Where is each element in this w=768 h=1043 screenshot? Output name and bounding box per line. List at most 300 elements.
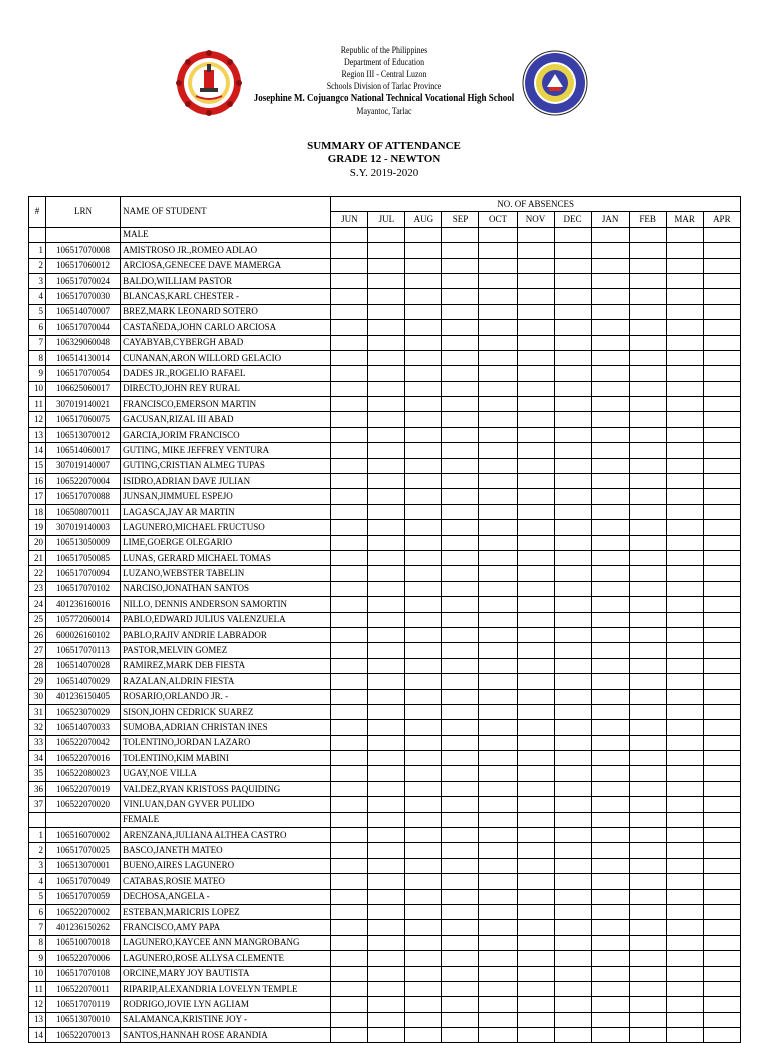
absence-cell[interactable] [703, 951, 740, 966]
absence-cell[interactable] [629, 874, 666, 889]
absence-cell[interactable] [591, 273, 629, 288]
absence-cell[interactable] [479, 566, 517, 581]
absence-cell[interactable] [591, 904, 629, 919]
absence-cell[interactable] [629, 427, 666, 442]
absence-cell[interactable] [554, 689, 591, 704]
absence-cell[interactable] [666, 658, 703, 673]
absence-cell[interactable] [591, 397, 629, 412]
absence-cell[interactable] [554, 258, 591, 273]
absence-cell[interactable] [405, 397, 442, 412]
absence-cell[interactable] [703, 474, 740, 489]
absence-cell[interactable] [479, 766, 517, 781]
absence-cell[interactable] [517, 566, 554, 581]
absence-cell[interactable] [368, 550, 405, 565]
absence-cell[interactable] [666, 504, 703, 519]
absence-cell[interactable] [629, 335, 666, 350]
absence-cell[interactable] [703, 273, 740, 288]
absence-cell[interactable] [703, 566, 740, 581]
absence-cell[interactable] [517, 874, 554, 889]
absence-cell[interactable] [368, 828, 405, 843]
absence-cell[interactable] [629, 858, 666, 873]
absence-cell[interactable] [629, 581, 666, 596]
absence-cell[interactable] [405, 704, 442, 719]
absence-cell[interactable] [517, 766, 554, 781]
absence-cell[interactable] [368, 720, 405, 735]
absence-cell[interactable] [629, 920, 666, 935]
absence-cell[interactable] [331, 781, 368, 796]
absence-cell[interactable] [517, 1028, 554, 1043]
absence-cell[interactable] [666, 1012, 703, 1027]
absence-cell[interactable] [479, 966, 517, 981]
absence-cell[interactable] [479, 904, 517, 919]
absence-cell[interactable] [479, 597, 517, 612]
absence-cell[interactable] [517, 612, 554, 627]
absence-cell[interactable] [703, 858, 740, 873]
absence-cell[interactable] [442, 397, 479, 412]
absence-cell[interactable] [554, 904, 591, 919]
absence-cell[interactable] [629, 966, 666, 981]
absence-cell[interactable] [666, 566, 703, 581]
absence-cell[interactable] [442, 504, 479, 519]
absence-cell[interactable] [517, 581, 554, 596]
absence-cell[interactable] [405, 828, 442, 843]
absence-cell[interactable] [591, 550, 629, 565]
absence-cell[interactable] [442, 474, 479, 489]
absence-cell[interactable] [405, 658, 442, 673]
absence-cell[interactable] [517, 828, 554, 843]
absence-cell[interactable] [629, 320, 666, 335]
absence-cell[interactable] [405, 612, 442, 627]
absence-cell[interactable] [331, 535, 368, 550]
absence-cell[interactable] [703, 597, 740, 612]
absence-cell[interactable] [442, 443, 479, 458]
absence-cell[interactable] [554, 674, 591, 689]
absence-cell[interactable] [554, 735, 591, 750]
absence-cell[interactable] [666, 766, 703, 781]
absence-cell[interactable] [405, 674, 442, 689]
absence-cell[interactable] [442, 781, 479, 796]
absence-cell[interactable] [331, 397, 368, 412]
absence-cell[interactable] [405, 520, 442, 535]
absence-cell[interactable] [442, 951, 479, 966]
absence-cell[interactable] [405, 781, 442, 796]
absence-cell[interactable] [591, 366, 629, 381]
absence-cell[interactable] [442, 627, 479, 642]
absence-cell[interactable] [517, 550, 554, 565]
absence-cell[interactable] [368, 781, 405, 796]
absence-cell[interactable] [591, 581, 629, 596]
absence-cell[interactable] [442, 412, 479, 427]
absence-cell[interactable] [703, 674, 740, 689]
absence-cell[interactable] [331, 458, 368, 473]
absence-cell[interactable] [703, 258, 740, 273]
absence-cell[interactable] [331, 966, 368, 981]
absence-cell[interactable] [666, 627, 703, 642]
absence-cell[interactable] [629, 520, 666, 535]
absence-cell[interactable] [629, 258, 666, 273]
absence-cell[interactable] [442, 597, 479, 612]
absence-cell[interactable] [331, 566, 368, 581]
absence-cell[interactable] [591, 689, 629, 704]
absence-cell[interactable] [591, 535, 629, 550]
absence-cell[interactable] [666, 735, 703, 750]
absence-cell[interactable] [405, 858, 442, 873]
absence-cell[interactable] [442, 674, 479, 689]
absence-cell[interactable] [368, 412, 405, 427]
absence-cell[interactable] [479, 458, 517, 473]
absence-cell[interactable] [368, 797, 405, 812]
absence-cell[interactable] [331, 289, 368, 304]
absence-cell[interactable] [703, 904, 740, 919]
absence-cell[interactable] [591, 981, 629, 996]
absence-cell[interactable] [368, 735, 405, 750]
absence-cell[interactable] [591, 858, 629, 873]
absence-cell[interactable] [666, 335, 703, 350]
absence-cell[interactable] [442, 997, 479, 1012]
absence-cell[interactable] [554, 1012, 591, 1027]
absence-cell[interactable] [517, 935, 554, 950]
absence-cell[interactable] [703, 366, 740, 381]
absence-cell[interactable] [442, 520, 479, 535]
absence-cell[interactable] [331, 597, 368, 612]
absence-cell[interactable] [591, 474, 629, 489]
absence-cell[interactable] [368, 320, 405, 335]
absence-cell[interactable] [405, 751, 442, 766]
absence-cell[interactable] [703, 304, 740, 319]
absence-cell[interactable] [368, 935, 405, 950]
absence-cell[interactable] [479, 304, 517, 319]
absence-cell[interactable] [666, 858, 703, 873]
absence-cell[interactable] [703, 412, 740, 427]
absence-cell[interactable] [629, 658, 666, 673]
absence-cell[interactable] [405, 350, 442, 365]
absence-cell[interactable] [479, 397, 517, 412]
absence-cell[interactable] [591, 520, 629, 535]
absence-cell[interactable] [666, 597, 703, 612]
absence-cell[interactable] [442, 966, 479, 981]
absence-cell[interactable] [666, 320, 703, 335]
absence-cell[interactable] [591, 597, 629, 612]
absence-cell[interactable] [331, 643, 368, 658]
absence-cell[interactable] [554, 997, 591, 1012]
absence-cell[interactable] [666, 227, 703, 242]
absence-cell[interactable] [331, 1028, 368, 1043]
absence-cell[interactable] [442, 981, 479, 996]
absence-cell[interactable] [517, 458, 554, 473]
absence-cell[interactable] [703, 704, 740, 719]
absence-cell[interactable] [331, 812, 368, 827]
absence-cell[interactable] [479, 412, 517, 427]
absence-cell[interactable] [554, 935, 591, 950]
absence-cell[interactable] [517, 951, 554, 966]
absence-cell[interactable] [591, 458, 629, 473]
absence-cell[interactable] [554, 474, 591, 489]
absence-cell[interactable] [368, 227, 405, 242]
absence-cell[interactable] [479, 243, 517, 258]
absence-cell[interactable] [629, 643, 666, 658]
absence-cell[interactable] [405, 812, 442, 827]
absence-cell[interactable] [368, 597, 405, 612]
absence-cell[interactable] [629, 1028, 666, 1043]
absence-cell[interactable] [368, 258, 405, 273]
absence-cell[interactable] [368, 535, 405, 550]
absence-cell[interactable] [331, 366, 368, 381]
absence-cell[interactable] [479, 612, 517, 627]
absence-cell[interactable] [368, 858, 405, 873]
absence-cell[interactable] [331, 935, 368, 950]
absence-cell[interactable] [703, 643, 740, 658]
absence-cell[interactable] [554, 828, 591, 843]
absence-cell[interactable] [629, 951, 666, 966]
absence-cell[interactable] [666, 966, 703, 981]
absence-cell[interactable] [368, 289, 405, 304]
absence-cell[interactable] [629, 227, 666, 242]
absence-cell[interactable] [703, 289, 740, 304]
absence-cell[interactable] [629, 289, 666, 304]
absence-cell[interactable] [591, 812, 629, 827]
absence-cell[interactable] [405, 335, 442, 350]
absence-cell[interactable] [442, 797, 479, 812]
absence-cell[interactable] [517, 920, 554, 935]
absence-cell[interactable] [517, 304, 554, 319]
absence-cell[interactable] [629, 981, 666, 996]
absence-cell[interactable] [666, 258, 703, 273]
absence-cell[interactable] [591, 920, 629, 935]
absence-cell[interactable] [703, 443, 740, 458]
absence-cell[interactable] [703, 781, 740, 796]
absence-cell[interactable] [331, 704, 368, 719]
absence-cell[interactable] [591, 735, 629, 750]
absence-cell[interactable] [554, 704, 591, 719]
absence-cell[interactable] [442, 766, 479, 781]
absence-cell[interactable] [666, 997, 703, 1012]
absence-cell[interactable] [703, 658, 740, 673]
absence-cell[interactable] [368, 458, 405, 473]
absence-cell[interactable] [405, 966, 442, 981]
absence-cell[interactable] [591, 658, 629, 673]
absence-cell[interactable] [479, 489, 517, 504]
absence-cell[interactable] [517, 504, 554, 519]
absence-cell[interactable] [331, 412, 368, 427]
absence-cell[interactable] [629, 812, 666, 827]
absence-cell[interactable] [703, 828, 740, 843]
absence-cell[interactable] [368, 812, 405, 827]
absence-cell[interactable] [368, 1028, 405, 1043]
absence-cell[interactable] [368, 397, 405, 412]
absence-cell[interactable] [703, 243, 740, 258]
absence-cell[interactable] [368, 304, 405, 319]
absence-cell[interactable] [442, 350, 479, 365]
absence-cell[interactable] [405, 273, 442, 288]
absence-cell[interactable] [666, 443, 703, 458]
absence-cell[interactable] [442, 843, 479, 858]
absence-cell[interactable] [554, 381, 591, 396]
absence-cell[interactable] [368, 951, 405, 966]
absence-cell[interactable] [442, 935, 479, 950]
absence-cell[interactable] [591, 781, 629, 796]
absence-cell[interactable] [331, 427, 368, 442]
absence-cell[interactable] [331, 843, 368, 858]
absence-cell[interactable] [591, 412, 629, 427]
absence-cell[interactable] [703, 920, 740, 935]
absence-cell[interactable] [368, 566, 405, 581]
absence-cell[interactable] [629, 781, 666, 796]
absence-cell[interactable] [517, 751, 554, 766]
absence-cell[interactable] [479, 504, 517, 519]
absence-cell[interactable] [629, 366, 666, 381]
absence-cell[interactable] [442, 658, 479, 673]
absence-cell[interactable] [591, 289, 629, 304]
absence-cell[interactable] [368, 920, 405, 935]
absence-cell[interactable] [331, 273, 368, 288]
absence-cell[interactable] [331, 951, 368, 966]
absence-cell[interactable] [405, 581, 442, 596]
absence-cell[interactable] [368, 704, 405, 719]
absence-cell[interactable] [703, 997, 740, 1012]
absence-cell[interactable] [479, 320, 517, 335]
absence-cell[interactable] [591, 335, 629, 350]
absence-cell[interactable] [479, 781, 517, 796]
absence-cell[interactable] [517, 781, 554, 796]
absence-cell[interactable] [591, 304, 629, 319]
absence-cell[interactable] [479, 643, 517, 658]
absence-cell[interactable] [517, 520, 554, 535]
absence-cell[interactable] [479, 674, 517, 689]
absence-cell[interactable] [368, 751, 405, 766]
absence-cell[interactable] [479, 535, 517, 550]
absence-cell[interactable] [331, 904, 368, 919]
absence-cell[interactable] [405, 689, 442, 704]
absence-cell[interactable] [479, 689, 517, 704]
absence-cell[interactable] [442, 1012, 479, 1027]
absence-cell[interactable] [554, 443, 591, 458]
absence-cell[interactable] [331, 874, 368, 889]
absence-cell[interactable] [442, 643, 479, 658]
absence-cell[interactable] [405, 904, 442, 919]
absence-cell[interactable] [331, 474, 368, 489]
absence-cell[interactable] [331, 797, 368, 812]
absence-cell[interactable] [331, 381, 368, 396]
absence-cell[interactable] [517, 381, 554, 396]
absence-cell[interactable] [405, 489, 442, 504]
absence-cell[interactable] [368, 427, 405, 442]
absence-cell[interactable] [666, 935, 703, 950]
absence-cell[interactable] [479, 520, 517, 535]
absence-cell[interactable] [554, 412, 591, 427]
absence-cell[interactable] [405, 381, 442, 396]
absence-cell[interactable] [554, 550, 591, 565]
absence-cell[interactable] [442, 920, 479, 935]
absence-cell[interactable] [368, 766, 405, 781]
absence-cell[interactable] [405, 720, 442, 735]
absence-cell[interactable] [591, 350, 629, 365]
absence-cell[interactable] [405, 797, 442, 812]
absence-cell[interactable] [703, 766, 740, 781]
absence-cell[interactable] [517, 1012, 554, 1027]
absence-cell[interactable] [517, 889, 554, 904]
absence-cell[interactable] [591, 243, 629, 258]
absence-cell[interactable] [666, 366, 703, 381]
absence-cell[interactable] [405, 981, 442, 996]
absence-cell[interactable] [554, 581, 591, 596]
absence-cell[interactable] [517, 535, 554, 550]
absence-cell[interactable] [554, 397, 591, 412]
absence-cell[interactable] [479, 735, 517, 750]
absence-cell[interactable] [368, 627, 405, 642]
absence-cell[interactable] [442, 874, 479, 889]
absence-cell[interactable] [442, 550, 479, 565]
absence-cell[interactable] [591, 427, 629, 442]
absence-cell[interactable] [703, 320, 740, 335]
absence-cell[interactable] [517, 243, 554, 258]
absence-cell[interactable] [442, 735, 479, 750]
absence-cell[interactable] [368, 904, 405, 919]
absence-cell[interactable] [703, 889, 740, 904]
absence-cell[interactable] [629, 535, 666, 550]
absence-cell[interactable] [368, 674, 405, 689]
absence-cell[interactable] [591, 643, 629, 658]
absence-cell[interactable] [629, 843, 666, 858]
absence-cell[interactable] [703, 612, 740, 627]
absence-cell[interactable] [554, 489, 591, 504]
absence-cell[interactable] [629, 689, 666, 704]
absence-cell[interactable] [479, 658, 517, 673]
absence-cell[interactable] [591, 966, 629, 981]
absence-cell[interactable] [405, 304, 442, 319]
absence-cell[interactable] [479, 812, 517, 827]
absence-cell[interactable] [517, 627, 554, 642]
absence-cell[interactable] [368, 489, 405, 504]
absence-cell[interactable] [703, 581, 740, 596]
absence-cell[interactable] [666, 689, 703, 704]
absence-cell[interactable] [479, 797, 517, 812]
absence-cell[interactable] [591, 828, 629, 843]
absence-cell[interactable] [554, 627, 591, 642]
absence-cell[interactable] [703, 735, 740, 750]
absence-cell[interactable] [368, 966, 405, 981]
absence-cell[interactable] [666, 535, 703, 550]
absence-cell[interactable] [442, 535, 479, 550]
absence-cell[interactable] [368, 889, 405, 904]
absence-cell[interactable] [666, 812, 703, 827]
absence-cell[interactable] [479, 366, 517, 381]
absence-cell[interactable] [629, 474, 666, 489]
absence-cell[interactable] [517, 904, 554, 919]
absence-cell[interactable] [405, 227, 442, 242]
absence-cell[interactable] [703, 381, 740, 396]
absence-cell[interactable] [517, 997, 554, 1012]
absence-cell[interactable] [666, 581, 703, 596]
absence-cell[interactable] [479, 273, 517, 288]
absence-cell[interactable] [442, 704, 479, 719]
absence-cell[interactable] [554, 658, 591, 673]
absence-cell[interactable] [517, 643, 554, 658]
absence-cell[interactable] [405, 951, 442, 966]
absence-cell[interactable] [666, 412, 703, 427]
absence-cell[interactable] [629, 273, 666, 288]
absence-cell[interactable] [703, 935, 740, 950]
absence-cell[interactable] [479, 828, 517, 843]
absence-cell[interactable] [629, 904, 666, 919]
absence-cell[interactable] [629, 304, 666, 319]
absence-cell[interactable] [331, 443, 368, 458]
absence-cell[interactable] [479, 920, 517, 935]
absence-cell[interactable] [368, 612, 405, 627]
absence-cell[interactable] [479, 704, 517, 719]
absence-cell[interactable] [666, 720, 703, 735]
absence-cell[interactable] [479, 474, 517, 489]
absence-cell[interactable] [442, 828, 479, 843]
